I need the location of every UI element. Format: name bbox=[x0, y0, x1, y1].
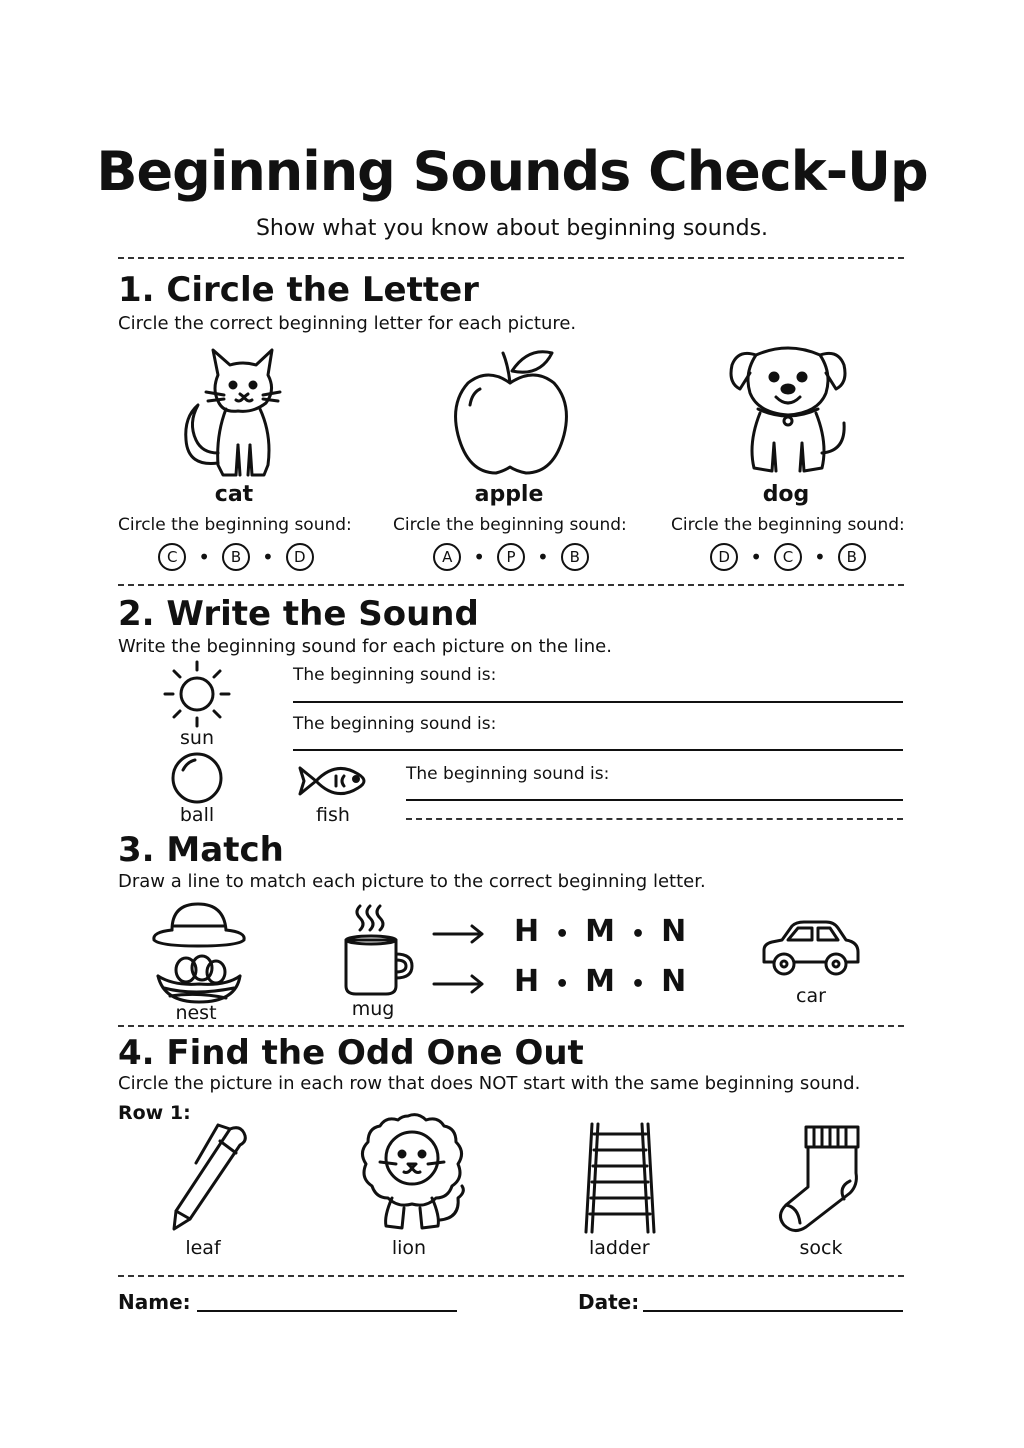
option-b[interactable]: B bbox=[838, 543, 866, 571]
cat-prompt: Circle the beginning sound: bbox=[118, 515, 352, 535]
write-prompt-1: The beginning sound is: bbox=[293, 665, 497, 685]
section3-instruction: Draw a line to match each picture to the correct beginning letter. bbox=[118, 871, 706, 892]
car-label: car bbox=[796, 985, 826, 1007]
option-b[interactable]: B bbox=[222, 543, 250, 571]
dog-label: dog bbox=[762, 482, 810, 507]
answer-line-2[interactable] bbox=[293, 749, 903, 751]
lion-label[interactable]: lion bbox=[391, 1237, 427, 1259]
mug-label: mug bbox=[351, 998, 395, 1020]
letter-h[interactable]: H bbox=[514, 964, 542, 999]
write-prompt-2: The beginning sound is: bbox=[293, 714, 497, 734]
pen-icon bbox=[160, 1123, 250, 1233]
option-a[interactable]: A bbox=[433, 543, 461, 571]
name-field[interactable] bbox=[197, 1310, 457, 1312]
apple-icon bbox=[448, 345, 573, 480]
section4-heading: 4. Find the Odd One Out bbox=[118, 1033, 584, 1073]
letter-n[interactable]: N bbox=[661, 964, 689, 999]
date-label: Date: bbox=[578, 1290, 640, 1314]
section2-heading: 2. Write the Sound bbox=[118, 594, 479, 634]
option-b[interactable]: B bbox=[561, 543, 589, 571]
section2-instruction: Write the beginning sound for each picture on the line. bbox=[118, 636, 612, 657]
hat-icon bbox=[150, 900, 248, 948]
sun-label: sun bbox=[180, 727, 214, 749]
page-title: Beginning Sounds Check-Up bbox=[96, 140, 928, 203]
dog-options: D • C • B bbox=[670, 543, 906, 571]
letter-m[interactable]: M bbox=[585, 964, 618, 999]
apple-options: A • P • B bbox=[393, 543, 629, 571]
answer-line-1[interactable] bbox=[293, 701, 903, 703]
fish-label: fish bbox=[316, 804, 350, 826]
match-letters-1: H • M • N bbox=[514, 914, 689, 949]
option-c[interactable]: C bbox=[158, 543, 186, 571]
apple-label: apple bbox=[474, 482, 544, 507]
cat-options: C • B • D bbox=[118, 543, 354, 571]
divider bbox=[118, 257, 904, 259]
ball-label: ball bbox=[179, 804, 215, 826]
section1-heading: 1. Circle the Letter bbox=[118, 270, 479, 310]
arrow-icon bbox=[432, 922, 486, 946]
arrow-icon bbox=[432, 972, 486, 996]
section4-instruction: Circle the picture in each row that does NOT start with the same beginning sound. bbox=[118, 1073, 861, 1094]
divider bbox=[118, 1275, 904, 1277]
name-label: Name: bbox=[118, 1290, 191, 1314]
divider bbox=[406, 818, 903, 820]
letter-h[interactable]: H bbox=[514, 914, 542, 949]
match-letters-2: H • M • N bbox=[514, 964, 689, 999]
section3-heading: 3. Match bbox=[118, 830, 284, 870]
divider bbox=[118, 1025, 904, 1027]
nest-icon bbox=[154, 952, 244, 1006]
cat-label: cat bbox=[214, 482, 254, 507]
letter-m[interactable]: M bbox=[585, 914, 618, 949]
lion-icon bbox=[356, 1112, 468, 1234]
sun-icon bbox=[163, 660, 231, 728]
leaf-label[interactable]: leaf bbox=[185, 1237, 221, 1259]
cat-icon bbox=[168, 345, 298, 480]
answer-line-3[interactable] bbox=[406, 799, 903, 801]
ladder-icon bbox=[582, 1120, 658, 1236]
sock-label[interactable]: sock bbox=[799, 1237, 843, 1259]
nest-label: nest bbox=[175, 1002, 217, 1024]
option-d[interactable]: D bbox=[286, 543, 314, 571]
ladder-label[interactable]: ladder bbox=[589, 1237, 650, 1259]
ball-icon bbox=[171, 752, 223, 804]
section1-instruction: Circle the correct beginning letter for each picture. bbox=[118, 313, 577, 334]
apple-prompt: Circle the beginning sound: bbox=[393, 515, 627, 535]
divider bbox=[118, 584, 904, 586]
dog-prompt: Circle the beginning sound: bbox=[671, 515, 905, 535]
option-p[interactable]: P bbox=[497, 543, 525, 571]
date-field[interactable] bbox=[643, 1310, 903, 1312]
page-subtitle: Show what you know about beginning sounds. bbox=[255, 216, 769, 241]
sock-icon bbox=[776, 1123, 862, 1237]
dog-icon bbox=[728, 343, 853, 483]
letter-n[interactable]: N bbox=[661, 914, 689, 949]
option-c[interactable]: C bbox=[774, 543, 802, 571]
fish-icon bbox=[296, 760, 372, 802]
option-d[interactable]: D bbox=[710, 543, 738, 571]
write-prompt-3: The beginning sound is: bbox=[406, 764, 610, 784]
car-icon bbox=[758, 918, 862, 980]
mug-icon bbox=[340, 902, 415, 998]
row-label: Row 1: bbox=[118, 1102, 191, 1124]
